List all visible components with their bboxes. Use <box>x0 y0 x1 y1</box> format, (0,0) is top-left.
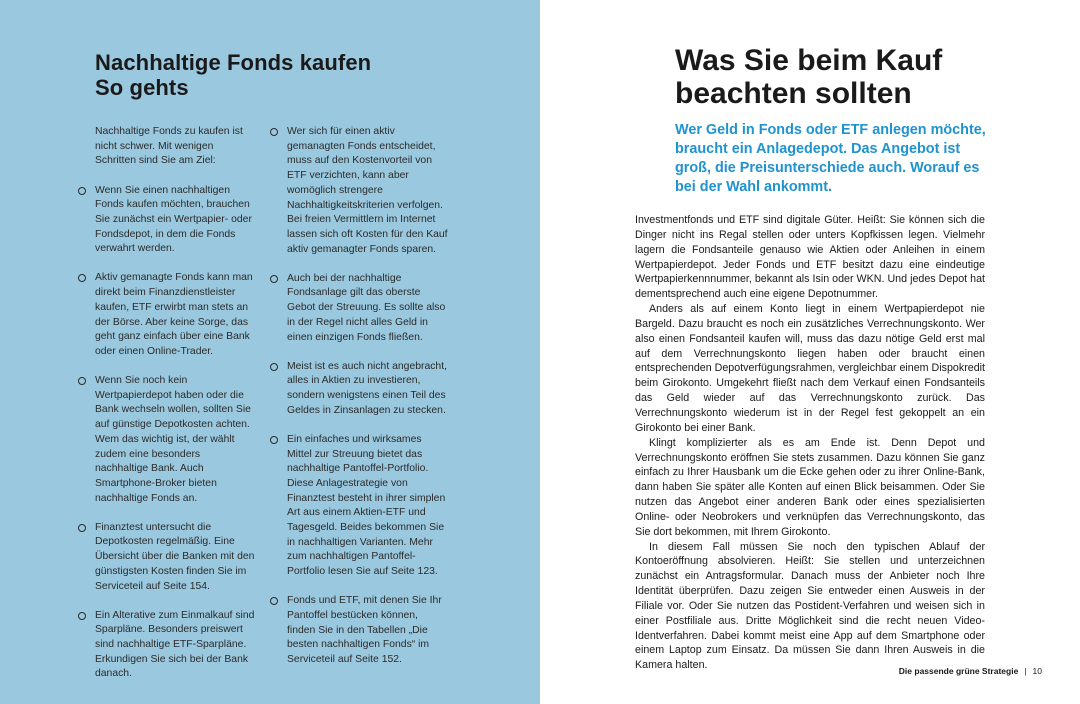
checklist-item-text: Wenn Sie noch kein Wertpapierdepot haben oder die Bank wechseln wollen, sollten Sie auf günstige Depotkosten achten. Wem das wichtig ist, der wählt zudem eine besonders nachhaltige Bank. Auch Smartphone-Broker bieten nachhaltige Fonds an. <box>95 375 251 504</box>
page-title <box>675 44 942 110</box>
checklist-item-text: Wer sich für einen aktiv gemanagten Fonds entscheidet, muss auf den Kostenvorteil von ETF verzichten, kann aber womöglich strengere Nachhaltigkeitskriterien verfolgen. Bei freien Vermittlern im Internet lassen sich oft Kosten für den Kauf aktiv gemanagter Fonds sparen. <box>287 126 448 255</box>
checklist-item <box>78 374 256 506</box>
lead-line: bei der Wahl ankommt. <box>675 179 832 195</box>
left-heading <box>95 50 371 100</box>
body-paragraph: Klingt komplizierter als es am Ende ist. Denn Depot und Verrechnungskonto eröffnen Sie stets zusammen. Dazu können Sie ganz einfach zu Ihrer Hausbank um die Ecke gehen oder zu ihrer Online-Bank, dann haben Sie später alle Konten auf einen Blick beisammen. Oder Sie nutzen das Angebot einer anderen Bank oder eines spezialisierten Online- oder Neobrokers und verknüpfen das Verrechnungskonto, das Sie dort bekommen, mit Ihrem Girokonto. <box>635 436 985 538</box>
body-paragraph: Anders als auf einem Konto liegt in einem Wertpapierdepot nie Bargeld. Dazu braucht es noch ein zusätzliches Verrechnungskonto. Wer also einen Fondsanteil kaufen will, muss das dazu nötige Geld erst mal auf dem Verrechnungskonto liegen haben oder braucht einen entsprechenden Depotverfügungsrahmen, vergleichbar einem Dispokredit beim Girokonto. Umgekehrt fließt nach dem Verkauf einen Fondsanteils das Geld wieder auf das Verrechnungskonto zurück. Das Verrechnungskonto wiederum ist in der Regel fest gekoppelt an ein Girokonto bei einer Bank. <box>635 303 985 434</box>
checklist-item-text: Aktiv gemanagte Fonds kann man direkt beim Finanzdienstleister kaufen, ETF erwirbt man stets an der Börse. Aber keine Sorge, das geht ganz einfach über eine Bank oder einen Online-Trader. <box>95 272 253 357</box>
intro-paragraph: Nachhaltige Fonds zu kaufen ist nicht schwer. Mit wenigen Schritten sind Sie am Ziel: <box>95 126 243 167</box>
left-heading-line-2: So gehts <box>95 75 189 100</box>
checklist-item <box>270 594 448 668</box>
checklist-item <box>270 125 448 257</box>
circle-bullet-icon <box>78 524 86 532</box>
circle-bullet-icon <box>270 128 278 136</box>
circle-bullet-icon <box>78 377 86 385</box>
checklist-item-text: Fonds und ETF, mit denen Sie Ihr Pantoffel bestücken können, finden Sie in den Tabellen „Die besten nachhaltigen Fonds“ im Serviceteil auf Seite 152. <box>287 595 442 666</box>
footer-separator: | <box>1024 666 1027 676</box>
checklist-item-text: Auch bei der nachhaltige Fondsanlage gilt das oberste Gebot der Streuung. Es sollte also in der Regel nicht alles Geld in einen einzigen Fonds fließen. <box>287 272 446 343</box>
page-footer <box>899 666 1042 676</box>
footer-section-label: Die passende grüne Strategie <box>898 666 1019 676</box>
circle-bullet-icon <box>270 597 278 605</box>
circle-bullet-icon <box>270 275 278 283</box>
checklist-item <box>78 609 256 683</box>
page-title-line-2: beachten sollten <box>675 77 912 110</box>
circle-bullet-icon <box>78 274 86 282</box>
circle-bullet-icon <box>78 612 86 620</box>
checklist-item <box>78 271 256 359</box>
lead-line: Wer Geld in Fonds oder ETF anlegen möchte, <box>675 122 986 138</box>
checklist-item <box>270 433 448 580</box>
body-paragraph: In diesem Fall müssen Sie noch den typischen Ablauf der Kontoeröffnung absolvieren. Heißt: Sie stellen und unterzeichnen zunächst ein Antragsformular. Danach muss der Anbieter noch Ihre Identität überprüfen. Dazu zeigen Sie entweder einen Ausweis in der Filiale vor. Oder Sie nutzen das Postident-Verfahren und weisen sich in einer Postfiliale aus. Dritte Möglichkeit sind die recht neuen Video-Identverfahren. Dabei kommt meist eine App auf dem Smartphone oder einem Laptop zum Einsatz. Da müssen Sie dann Ihren Ausweis in die Kamera halten. <box>635 540 985 672</box>
body-text <box>635 213 985 673</box>
page-title-line-1: Was Sie beim Kauf <box>675 44 943 77</box>
checklist-item-text: Meist ist es auch nicht angebracht, alles in Aktien zu investieren, sondern wenigstens einen Teil des Geldes in Zinsanlagen zu stecken. <box>287 360 447 416</box>
checklist-column-1 <box>78 125 256 697</box>
checklist-item-text: Finanztest untersucht die Depotkosten regelmäßig. Eine Übersicht über die Banken mit den günstigsten Kosten finden Sie im Serviceteil auf Seite 154. <box>95 521 255 592</box>
checklist-column-2 <box>270 125 448 682</box>
circle-bullet-icon <box>78 187 86 195</box>
checklist-item <box>270 272 448 346</box>
lead-line: braucht ein Anlagedepot. Das Angebot ist <box>675 141 961 157</box>
checklist-item-text: Ein einfaches und wirksames Mittel zur Streuung bietet das nachhaltige Pantoffel-Portfolio. Diese Anlagestrategie von Finanztest besteht in ihrer simplen Art aus einem Aktien-ETF und Tagesgeld. Beides bekommen Sie in nachhaltigen Varianten. Mehr zum nachhaltigen Pantoffel-Portfolio lesen Sie auf Seite 123. <box>287 433 446 578</box>
checklist-item-text: Ein Alterative zum Einmalkauf sind Sparpläne. Besonders preiswert sind nachhaltige ETF-Sparpläne. Erkundigen Sie sich bei der Bank danach. <box>95 609 255 680</box>
body-paragraph: Investmentfonds und ETF sind digitale Güter. Heißt: Sie können sich die Dinger nicht ins Regal stellen oder unters Kopfkissen legen. Vielmehr lagern die Fondsanteile genauso wie Aktien oder Anleihen in einem Wertpapierdepot. Jeder Fonds und ETF besitzt dazu eine eindeutige Wertpapierkennnummer, bekannt als Isin oder WKN. Und jedes Depot hat dementsprechend auch eine eigene Depotnummer. <box>635 214 985 301</box>
lead-paragraph <box>675 121 986 197</box>
checklist-item <box>270 360 448 419</box>
checklist-item-text: Wenn Sie einen nachhaltigen Fonds kaufen möchten, brauchen Sie zunächst ein Wertpapier- oder Fondsdepot, in dem die Fonds verwahrt werden. <box>95 184 252 255</box>
page-number: 10 <box>1032 666 1042 676</box>
left-heading-line-1: Nachhaltige Fonds kaufen <box>95 50 372 75</box>
circle-bullet-icon <box>270 363 278 371</box>
circle-bullet-icon <box>270 436 278 444</box>
checklist-item <box>78 184 256 258</box>
lead-line: groß, die Preisunterschiede auch. Worauf es <box>675 160 980 176</box>
checklist-item <box>78 521 256 595</box>
